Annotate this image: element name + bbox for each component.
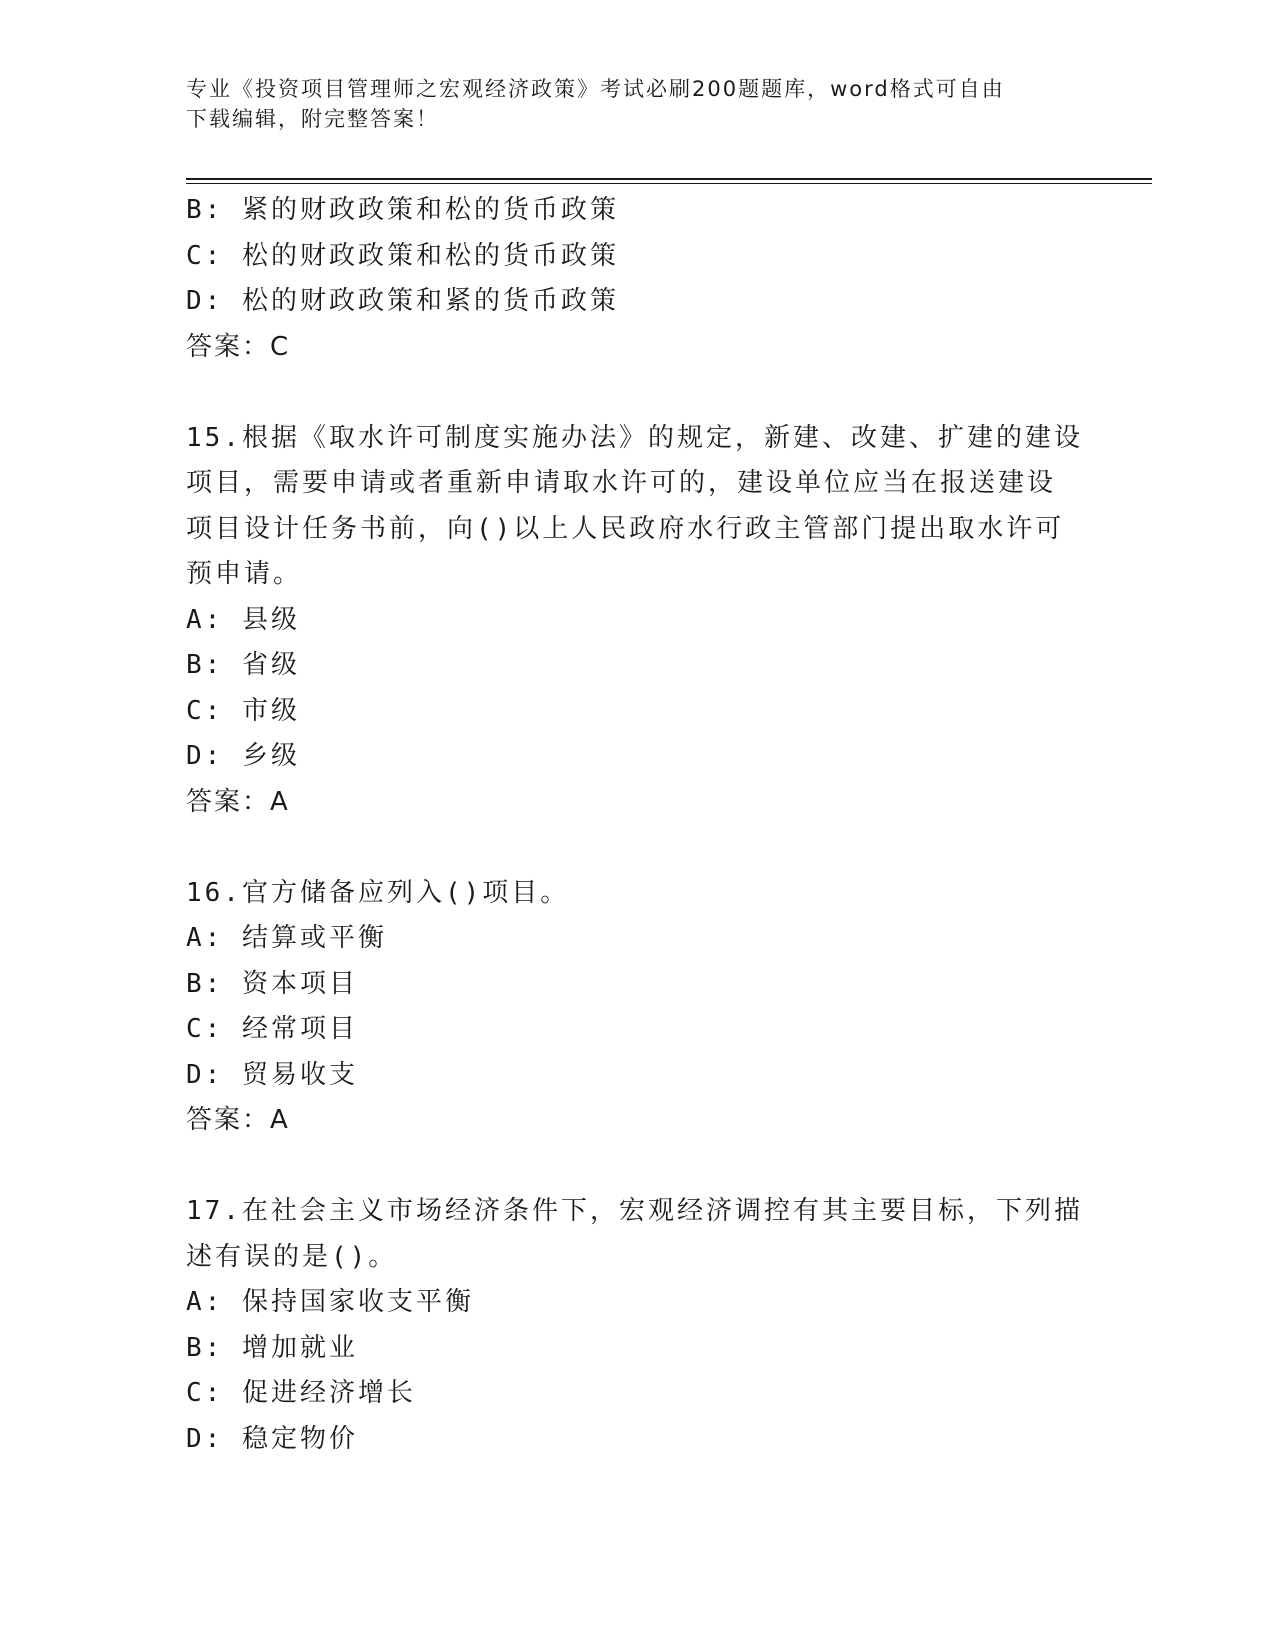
question-stem-line: 15.根据《取水许可制度实施办法》的规定，新建、改建、扩建的建设 bbox=[186, 422, 1083, 453]
question-list bbox=[186, 188, 1086, 1462]
question-17 bbox=[186, 1189, 1086, 1462]
option-c: C: 促进经济增长 bbox=[186, 1378, 416, 1408]
option-d: D: 乡级 bbox=[186, 741, 300, 771]
header-line-2: 下载编辑，附完整答案！ bbox=[186, 107, 439, 131]
option-b: B: 紧的财政政策和松的货币政策 bbox=[186, 195, 619, 225]
spacer bbox=[186, 825, 1086, 871]
spacer bbox=[186, 370, 1086, 416]
answer: 答案：A bbox=[186, 1105, 290, 1135]
option-c: C: 市级 bbox=[186, 695, 300, 726]
option-d: D: 稳定物价 bbox=[186, 1423, 358, 1454]
question-16 bbox=[186, 871, 1086, 1144]
question-15 bbox=[186, 416, 1086, 826]
option-b: B: 省级 bbox=[186, 650, 300, 680]
answer: 答案：C bbox=[186, 331, 291, 362]
header-line-1: 专业《投资项目管理师之宏观经济政策》考试必刷200题题库，word格式可自由 bbox=[186, 77, 1005, 101]
option-b: B: 资本项目 bbox=[186, 968, 358, 999]
option-a: A: 保持国家收支平衡 bbox=[186, 1287, 474, 1317]
question-14-partial bbox=[186, 188, 1086, 370]
option-d: D: 贸易收支 bbox=[186, 1059, 358, 1090]
question-stem-line: 预申请。 bbox=[186, 559, 303, 589]
header-divider-thin bbox=[186, 183, 1152, 184]
document-header bbox=[186, 74, 1086, 134]
answer: 答案：A bbox=[186, 786, 290, 817]
question-stem-line: 16.官方储备应列入()项目。 bbox=[186, 877, 570, 908]
option-c: C: 经常项目 bbox=[186, 1014, 358, 1044]
option-d: D: 松的财政政策和紧的货币政策 bbox=[186, 286, 619, 316]
spacer bbox=[186, 1144, 1086, 1190]
question-stem-line: 述有误的是()。 bbox=[186, 1241, 398, 1272]
option-c: C: 松的财政政策和松的货币政策 bbox=[186, 240, 619, 271]
question-stem-line: 项目设计任务书前，向()以上人民政府水行政主管部门提出取水许可 bbox=[186, 513, 1065, 544]
option-b: B: 增加就业 bbox=[186, 1332, 358, 1363]
option-a: A: 县级 bbox=[186, 604, 300, 635]
question-stem-line: 项目，需要申请或者重新申请取水许可的，建设单位应当在报送建设 bbox=[186, 468, 1057, 498]
option-a: A: 结算或平衡 bbox=[186, 923, 387, 953]
question-stem-line: 17.在社会主义市场经济条件下，宏观经济调控有其主要目标，下列描 bbox=[186, 1196, 1083, 1226]
header-divider-thick bbox=[186, 178, 1152, 180]
